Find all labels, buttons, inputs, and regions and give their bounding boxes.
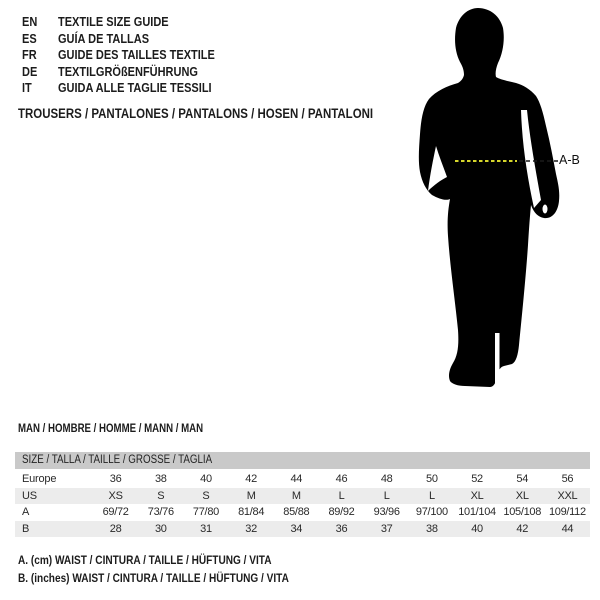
size-table [15, 452, 590, 537]
size-table-rows [15, 471, 590, 537]
table-cell: 38 [426, 522, 438, 535]
table-row [15, 488, 590, 505]
silhouette-gap-legs [495, 333, 500, 387]
row-label: Europe [22, 473, 57, 485]
language-legend [22, 14, 236, 97]
language-code: DE [22, 64, 38, 79]
table-cell: 54 [516, 473, 529, 485]
table-cell: 81/84 [238, 506, 265, 518]
legend-title: GUÍA DE TALLAS [58, 31, 150, 46]
table-cell: 85/88 [283, 506, 310, 518]
category-heading [18, 105, 436, 123]
table-cell: 50 [426, 473, 438, 485]
table-cell: 73/76 [147, 506, 174, 518]
table-cell: L [428, 489, 435, 502]
language-code: EN [22, 15, 38, 29]
table-cell: 46 [335, 473, 348, 485]
table-cell: XL [515, 489, 529, 502]
legend-title: TEXTILE SIZE GUIDE [58, 15, 169, 29]
language-code: FR [22, 48, 37, 63]
footnote-text: B. (inches) WAIST / CINTURA / TAILLE / HÜFTUNG / VITA [18, 571, 289, 585]
table-cell: M [291, 489, 301, 502]
table-cell: 77/80 [192, 506, 219, 518]
table-row [15, 504, 590, 521]
table-cell: 42 [245, 473, 257, 485]
legend-title: GUIDE DES TAILLES TEXTILE [58, 48, 215, 63]
table-cell: XL [470, 489, 484, 502]
table-row [15, 521, 590, 538]
table-cell: 34 [290, 522, 303, 535]
table-cell: 69/72 [102, 506, 129, 518]
silhouette-thumb-notch [543, 205, 548, 214]
table-row [15, 471, 590, 488]
man-silhouette-figure [415, 0, 600, 400]
table-cell: 28 [109, 522, 122, 535]
table-cell: 93/96 [373, 506, 400, 518]
legend-row [22, 14, 236, 31]
legend-row [22, 80, 236, 97]
table-cell: 30 [154, 522, 167, 535]
table-cell: 105/108 [503, 506, 542, 518]
table-cell: 36 [335, 522, 348, 535]
table-cell: XXL [557, 489, 578, 502]
table-cell: S [157, 489, 165, 502]
language-code: ES [22, 31, 37, 46]
table-cell: S [202, 489, 210, 502]
table-cell: 101/104 [458, 506, 496, 518]
table-cell: 40 [471, 522, 483, 535]
size-table-header [15, 452, 590, 469]
legend-row [22, 31, 236, 48]
table-cell: 32 [245, 522, 257, 535]
table-cell: 89/92 [328, 506, 355, 518]
size-table-header-label: SIZE / TALLA / TAILLE / GRÖSSE / TAGLIA [22, 454, 213, 466]
category-heading-text: TROUSERS / PANTALONES / PANTALONS / HOSEN / PANTALONI [18, 106, 374, 121]
row-label: A [22, 506, 30, 518]
table-cell: 42 [516, 522, 529, 535]
legend-title: GUIDA ALLE TAGLIE TESSILI [58, 81, 212, 96]
legend-row [22, 64, 236, 81]
table-cell: 31 [200, 522, 212, 535]
table-cell: 44 [561, 522, 574, 535]
row-label: B [22, 522, 30, 535]
table-cell: L [338, 489, 345, 502]
table-cell: XS [108, 489, 123, 502]
language-code: IT [22, 81, 32, 96]
table-cell: M [246, 489, 256, 502]
measure-label-ab: A-B [559, 153, 580, 167]
section-heading [18, 423, 238, 435]
section-heading-text: MAN / HOMBRE / HOMME / MANN / MAN [18, 423, 204, 435]
table-cell: 97/100 [415, 506, 448, 518]
table-cell: L [383, 489, 390, 502]
footnote [18, 569, 340, 587]
row-label: US [22, 489, 37, 502]
table-cell: 37 [380, 522, 393, 535]
footnote [18, 551, 340, 569]
table-cell: 36 [109, 473, 122, 485]
table-cell: 109/112 [548, 506, 586, 518]
legend-row [22, 47, 236, 64]
table-cell: 38 [154, 473, 167, 485]
footnote-text: A. (cm) WAIST / CINTURA / TAILLE / HÜFTUNG / VITA [18, 553, 272, 567]
table-cell: 56 [561, 473, 574, 485]
legend-title: TEXTILGRÖßENFÜHRUNG [58, 64, 198, 79]
table-cell: 40 [200, 473, 212, 485]
table-cell: 44 [290, 473, 303, 485]
table-cell: 48 [380, 473, 393, 485]
footnotes [18, 551, 340, 587]
table-cell: 52 [471, 473, 483, 485]
